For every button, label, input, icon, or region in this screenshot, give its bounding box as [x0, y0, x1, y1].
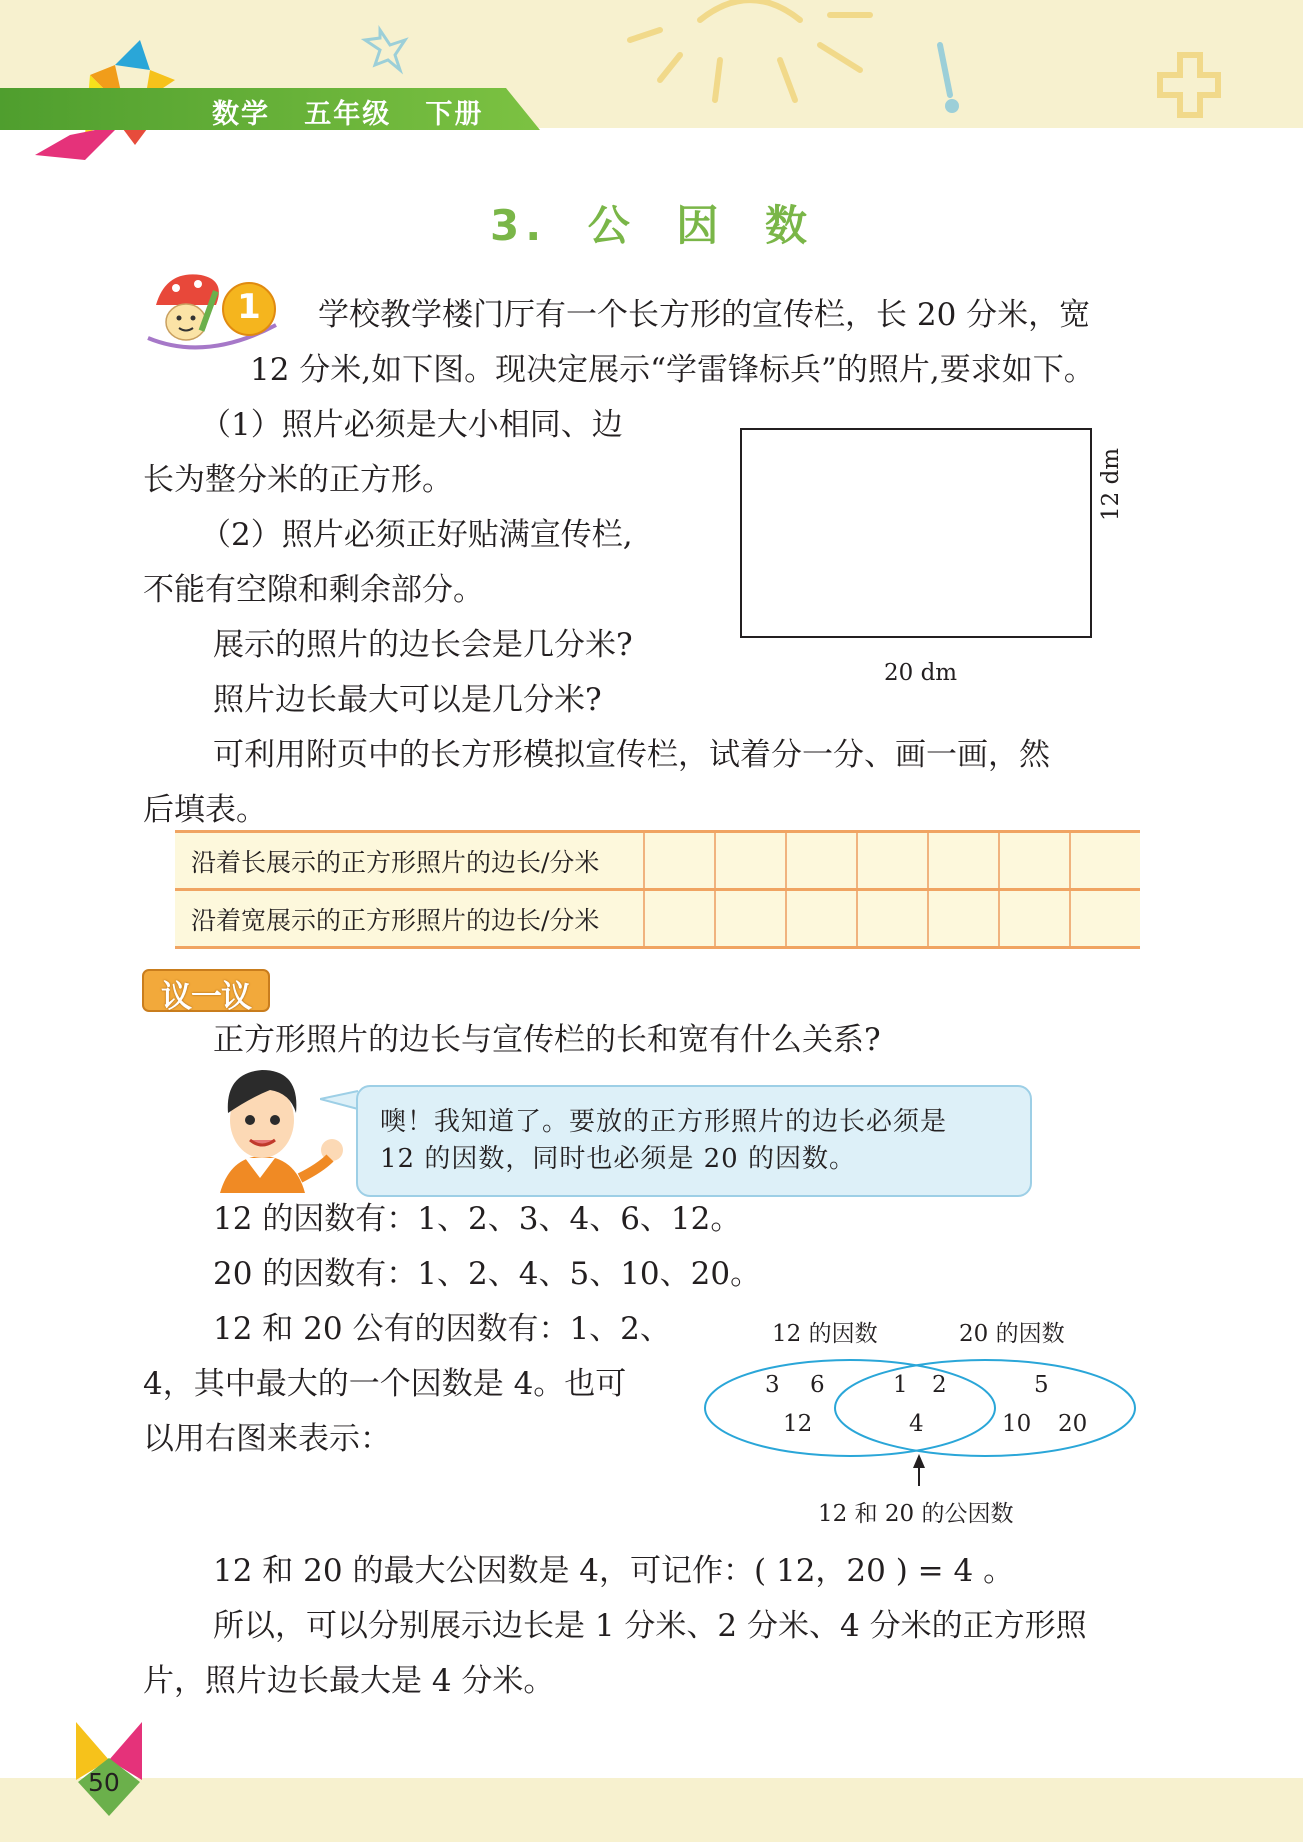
gcf-statement: 12 和 20 的最大公因数是 4，可记作：( 12，20 ) = 4 。	[213, 1553, 1015, 1589]
venn-item: 20	[1058, 1411, 1088, 1437]
venn-item: 10	[1002, 1411, 1032, 1437]
arrow-up-icon	[913, 1454, 925, 1468]
factors-of-12: 12 的因数有：1、2、3、4、6、12。	[213, 1201, 742, 1237]
intro-line-2: 12 分米,如下图。现决定展示“学雷锋标兵”的照片,要求如下。	[250, 352, 1095, 388]
venn-item: 3	[765, 1372, 780, 1398]
footer-band	[0, 1778, 1303, 1842]
venn-item: 5	[1034, 1372, 1049, 1398]
table-row-label: 沿着宽展示的正方形照片的边长/分米	[175, 890, 644, 948]
table-cell[interactable]	[644, 832, 715, 890]
table-cell[interactable]	[786, 890, 857, 948]
venn-left-ellipse	[705, 1360, 995, 1456]
venn-item: 4	[909, 1411, 924, 1437]
page-title: 3. 公 因 数	[489, 201, 814, 250]
table-cell[interactable]	[928, 832, 999, 890]
table-row-label: 沿着长展示的正方形照片的边长/分米	[175, 832, 644, 890]
header-breadcrumb	[212, 92, 483, 131]
intro-line-1: 学校教学楼门厅有一个长方形的宣传栏，长 20 分米，宽	[318, 297, 1091, 333]
table-cell[interactable]	[1070, 890, 1140, 948]
table-cell[interactable]	[715, 890, 786, 948]
example-number: 1	[237, 287, 261, 327]
sun-doodle-icon	[630, 0, 870, 100]
venn-left-label: 12 的因数	[772, 1321, 878, 1347]
venn-right-label: 20 的因数	[959, 1321, 1065, 1347]
conclusion-line-2: 片，照片边长最大是 4 分米。	[143, 1663, 555, 1699]
table-cell[interactable]	[786, 832, 857, 890]
page-number: 50	[88, 1768, 120, 1797]
factor-table	[175, 830, 1140, 949]
venn-item: 12	[783, 1411, 813, 1437]
common-factors-line-2: 4，其中最大的一个因数是 4。也可	[143, 1366, 627, 1402]
table-cell[interactable]	[857, 832, 928, 890]
exclamation-doodle-icon	[940, 45, 956, 110]
requirement-2-line-1: （2）照片必须正好贴满宣传栏,	[200, 517, 633, 553]
table-cell[interactable]	[857, 890, 928, 948]
bulletin-board-rectangle	[740, 428, 1092, 638]
common-factors-line-1: 12 和 20 公有的因数有：1、2、	[213, 1311, 671, 1347]
requirement-1-line-1: （1）照片必须是大小相同、边	[200, 407, 623, 443]
plus-doodle-icon	[1160, 55, 1218, 115]
conclusion-line-1: 所以，可以分别展示边长是 1 分米、2 分米、4 分米的正方形照	[213, 1608, 1087, 1644]
bubble-line-1: 噢！我知道了。要放的正方形照片的边长必须是	[380, 1107, 948, 1137]
table-cell[interactable]	[999, 890, 1070, 948]
header-subject: 数学	[212, 99, 270, 130]
star-doodle-icon	[365, 30, 405, 70]
table-cell[interactable]	[715, 832, 786, 890]
venn-item: 2	[932, 1372, 947, 1398]
requirement-2-line-2: 不能有空隙和剩余部分。	[143, 572, 484, 608]
question-1: 展示的照片的边长会是几分米?	[213, 627, 633, 663]
bubble-tail	[320, 1085, 360, 1115]
header-volume: 下册	[425, 99, 484, 130]
board-height-label: 12 dm	[1098, 447, 1124, 521]
table-cell[interactable]	[928, 890, 999, 948]
venn-right-ellipse	[835, 1360, 1135, 1456]
venn-common-label: 12 和 20 的公因数	[818, 1501, 1014, 1527]
factors-of-20: 20 的因数有：1、2、4、5、10、20。	[213, 1256, 762, 1292]
bubble-line-2: 12 的因数，同时也必须是 20 的因数。	[380, 1144, 856, 1174]
venn-item: 1	[893, 1372, 908, 1398]
table-row	[175, 832, 1140, 890]
venn-item: 6	[810, 1372, 825, 1398]
discuss-question: 正方形照片的边长与宣传栏的长和宽有什么关系?	[213, 1022, 881, 1058]
table-cell[interactable]	[999, 832, 1070, 890]
table-row	[175, 890, 1140, 948]
board-width-label: 20 dm	[884, 660, 958, 686]
task-line-1: 可利用附页中的长方形模拟宣传栏，试着分一分、画一画，然	[213, 737, 1050, 773]
boy-character-icon	[200, 1058, 350, 1193]
question-2: 照片边长最大可以是几分米?	[213, 682, 602, 718]
table-cell[interactable]	[644, 890, 715, 948]
discuss-badge-label: 议一议	[161, 979, 251, 1015]
header-grade: 五年级	[304, 99, 392, 130]
task-line-2: 后填表。	[143, 792, 267, 828]
common-factors-line-3: 以用右图来表示：	[143, 1421, 391, 1457]
table-cell[interactable]	[1070, 832, 1140, 890]
requirement-1-line-2: 长为整分米的正方形。	[143, 462, 453, 498]
